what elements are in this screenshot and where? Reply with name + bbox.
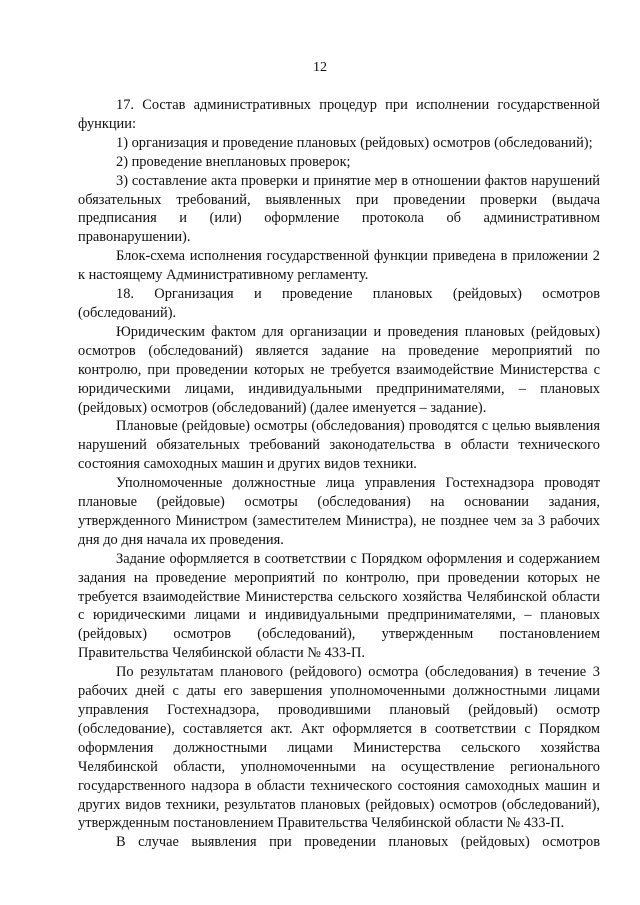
document-body [78,96,600,852]
paragraph-block-scheme: Блок-схема исполнения государственной функции приведена в приложении 2 к настоящему Административному регламенту. [78,248,600,284]
paragraph-item-1: 1) организация и проведение плановых (рейдовых) осмотров (обследований); [116,134,593,151]
paragraph-18-heading: 18. Организация и проведение плановых (рейдовых) осмотров (обследований). [78,286,600,321]
paragraph-17-heading: 17. Состав административных процедур при исполнении государственной функции: [78,97,600,132]
paragraph-officials: Уполномоченные должностные лица управления Гостехнадзора проводят плановые (рейдовые) осмотры (обследования) на основании задания, утвержденного Министром (заместителем Министра), не позднее чем за 3 рабочих дня до дня начала их проведения. [78,475,600,548]
paragraph-legal-fact: Юридическим фактом для организации и проведения плановых (рейдовых) осмотров (обследований) является задание на проведение мероприятий по контролю, при проведении которых не требуется взаимодействие Министерства с юридическими лицами, индивидуальными предпринимателями, – плановых (рейдовых) осмотров (обследований) (далее именуется – задание). [78,323,600,416]
paragraph-results-act: По результатам планового (рейдового) осмотра (обследования) в течение 3 рабочих дней с даты его завершения уполномоченными должностными лицами управления Гостехнадзора, проводившими плановый (рейдовый) осмотр (обследование), составляется акт. Акт оформляется в соответствии с Порядком оформления должностными лицами Министерства сельского хозяйства Челябинской области, уполномоченными на осуществление регионального государственного надзора в области технического состояния самоходных машин и других видов техники, результатов плановых (рейдовых) осмотров (обследований), утвержденным постановлением Правительства Челябинской области № 433-П. [78,664,600,832]
page-number: 12 [313,60,327,75]
paragraph-item-2: 2) проведение внеплановых проверок; [116,153,351,170]
paragraph-item-3: 3) составление акта проверки и принятие мер в отношении фактов нарушений обязательных требований, выявленных при проведении проверки (выдача предписания и (или) оформление протокола об административном правонарушении). [78,172,600,246]
paragraph-task-form: Задание оформляется в соответствии с Порядком оформления и содержанием задания на проведение мероприятий по контролю, при проведении которых не требуется взаимодействие Министерства сельского хозяйства Челябинской области с юридическими лицами и индивидуальными предпринимателями, – плановых (рейдовых) осмотров (обследований), утвержденным постановлением Правительства Челябинской области № 433-П. [78,550,600,662]
paragraph-purpose: Плановые (рейдовые) осмотры (обследования) проводятся с целью выявления нарушений обязательных требований законодательства в области технического состояния самоходных машин и других видов техники. [78,418,600,473]
paragraph-violations: В случае выявления при проведении плановых (рейдовых) осмотров [116,834,600,851]
